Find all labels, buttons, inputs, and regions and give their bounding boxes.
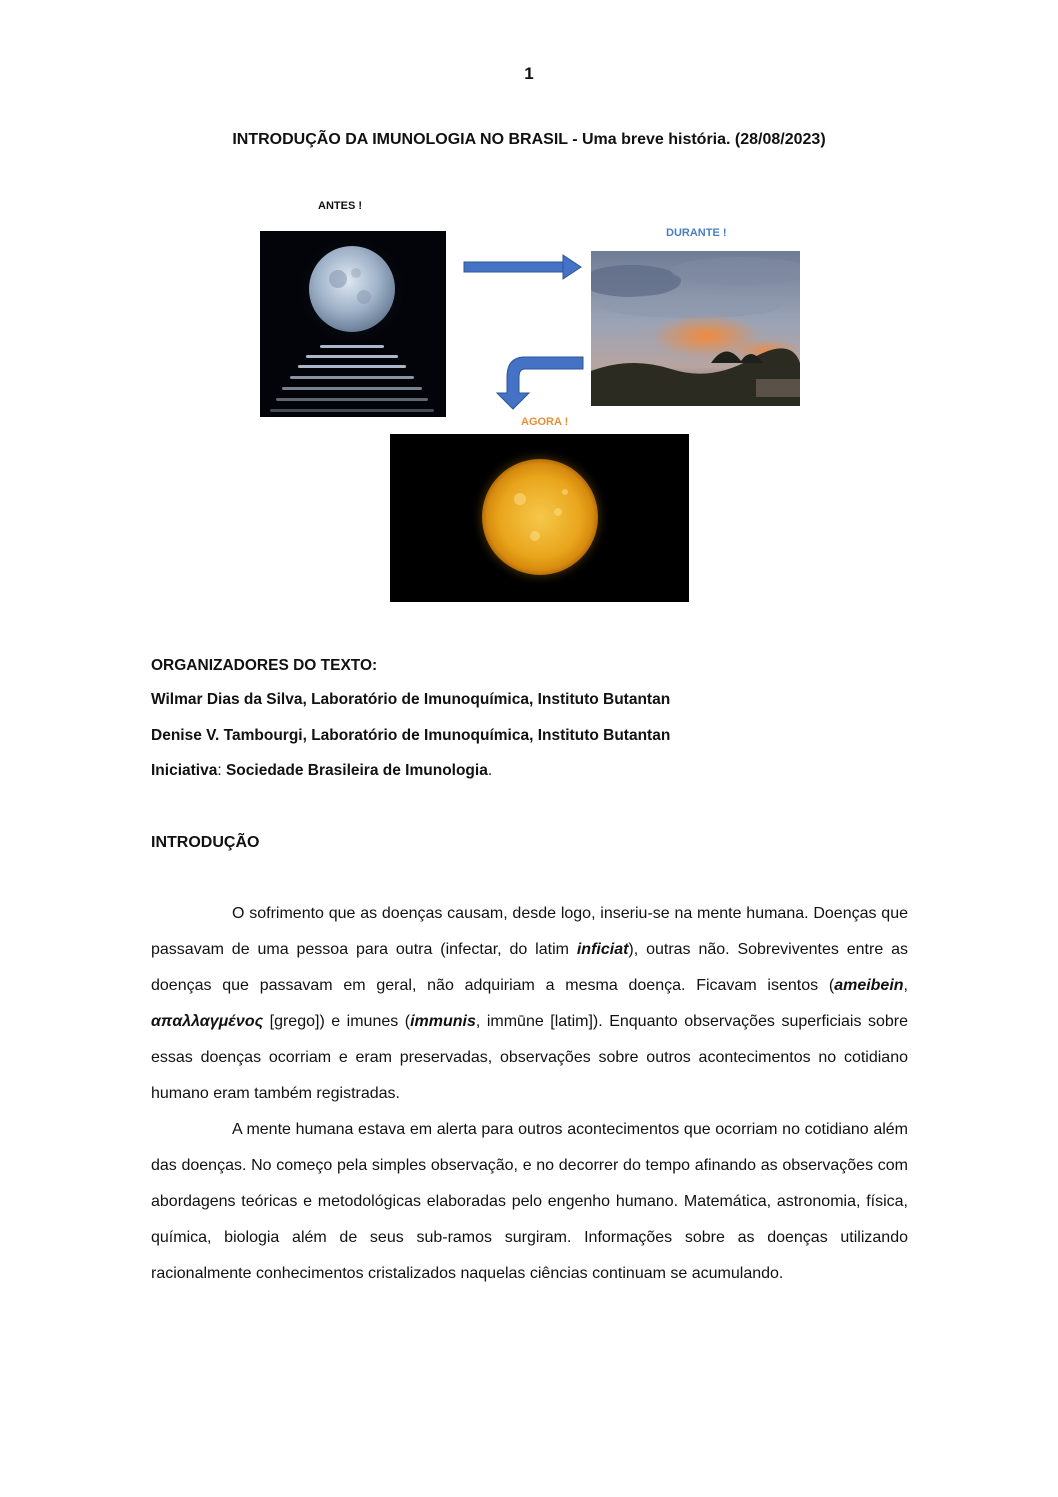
introduction-heading: INTRODUÇÃO [151,834,260,851]
curved-arrow-icon [495,355,585,411]
initiative-value: Sociedade Brasileira de Imunologia [225,762,488,779]
organizers-heading: ORGANIZADORES DO TEXTO: [151,657,378,674]
initiative-line [151,762,492,780]
p1-text-d: [grego]) e imunes ( [263,1013,411,1030]
p1-text-e: , immūne [latim]). Enquanto observações superficiais sobre essas doenças ocorriam e eram preservadas, observações sobre outros acontecimentos no cotidiano humano eram também registradas. [151,1013,908,1102]
p1-text-b: ), outras não. Sobreviventes entre as doenças que passavam em geral, não adquiriam a mesma doença. Ficavam isentos ( [151,941,908,994]
organizer-author-1: Wilmar Dias da Silva, Laboratório de Imunoquímica, Instituto Butantan [151,691,671,708]
term-ameibein: ameibein [834,977,904,994]
initiative-end: . [487,762,493,779]
label-before: ANTES ! [318,200,362,212]
organizer-author-2: Denise V. Tambourgi, Laboratório de Imunoquímica, Instituto Butantan [151,727,671,744]
initiative-separator: : [217,762,226,779]
document-title: INTRODUÇÃO DA IMUNOLOGIA NO BRASIL - Uma breve história. (28/08/2023) [232,131,826,148]
term-inficiat: inficiat [576,941,629,958]
arrow-right-icon [463,253,583,281]
sunset-image [591,251,800,406]
initiative-label: Iniciativa [151,762,218,779]
p1-text-c: , [903,977,908,994]
label-during: DURANTE ! [666,227,727,239]
p2-text: A mente humana estava em alerta para outros acontecimentos que ocorriam no cotidiano além das doenças. No começo pela simples observação, e no decorrer do tempo afinando as observações com abordagens teóricas e metodológicas elaboradas pelo engenho humano. Matemática, astronomia, física, química, biologia além de seus sub-ramos surgiram. Informações sobre as doenças utilizando racionalmente conhecimentos cristalizados naquelas ciências continuam se acumulando. [151,1121,908,1282]
label-now: AGORA ! [521,416,569,428]
page-number: 1 [524,64,534,83]
sun-image [390,434,689,602]
term-immunis: immunis [410,1013,476,1030]
paragraph-1 [151,896,908,1112]
paragraph-2 [151,1112,908,1292]
term-greek: απαλλαγμένος [151,1013,264,1030]
p1-text-a: O sofrimento que as doenças causam, desde logo, inseriu-se na mente humana. Doenças que passavam de uma pessoa para outra (infectar, do latim [151,905,908,958]
moon-image [260,231,446,417]
